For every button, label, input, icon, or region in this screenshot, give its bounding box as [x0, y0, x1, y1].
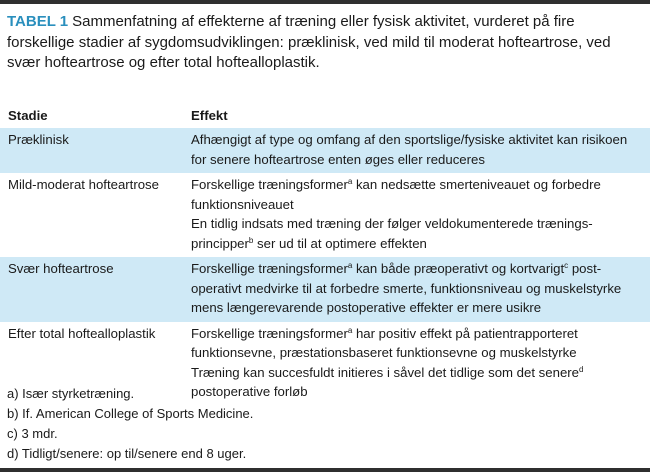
- effect-text: Forskellige træningsformer: [191, 177, 348, 192]
- effect-cell: [183, 173, 650, 257]
- effect-line: [191, 259, 642, 318]
- header-row: [0, 103, 650, 128]
- caption-text: Sammenfatning af effekterne af træning eller fysisk aktivitet, vurderet på fire forskellige stadier af sygdomsudviklingen: præklinisk, ved mild til moderat hofteartrose, ved svær hofteartrose og efter total hoftealloplastik.: [7, 13, 611, 71]
- effect-text: En tidlig indsats med træning der følger veldokumenterede trænings-principper: [191, 216, 593, 251]
- footnote: c) 3 mdr.: [7, 426, 58, 441]
- effect-text: Forskellige træningsformer: [191, 261, 348, 276]
- footnote-ref: a: [347, 261, 353, 270]
- effect-text: post-operativt medvirke til at forbedre smerte, funktionsniveau og muskelstyrke mens længerevarende postoperative effekter er mere usikre: [191, 261, 622, 315]
- effect-text: ser ud til at optimere effekten: [253, 235, 427, 251]
- bottom-rule: [0, 468, 650, 472]
- effects-table: [0, 103, 650, 406]
- footnote: a) Især styrketræning.: [7, 386, 135, 401]
- effect-line: Afhængigt af type og omfang af den sportslige/fysiske aktivitet kan risikoen for senere hofteartrose enten øges eller reduceres: [191, 132, 628, 167]
- header-stage: Stadie: [0, 103, 183, 128]
- effect-text: Forskellige træningsformer: [191, 325, 348, 341]
- stage-cell: Efter total hoftealloplastik: [0, 322, 183, 406]
- footnote-ref: c: [564, 261, 569, 270]
- footnote: d) Tidligt/senere: op til/senere end 8 uger.: [7, 446, 247, 461]
- stage-cell: Mild-moderat hofteartrose: [0, 173, 183, 257]
- stage-cell: Præklinisk: [0, 128, 183, 173]
- top-rule: [0, 0, 650, 4]
- effect-line: [191, 175, 642, 214]
- footnote-ref: d: [579, 364, 584, 374]
- effect-cell: [183, 257, 650, 322]
- effect-text: postoperative forløb: [191, 384, 308, 399]
- footnote-ref: a: [347, 325, 353, 335]
- table-row: [0, 173, 650, 257]
- stage-cell: Svær hofteartrose: [0, 257, 183, 322]
- effect-text: Træning kan succesfuldt initieres i såvel det tidlige som det senere: [191, 364, 580, 380]
- effect-line: [191, 214, 642, 253]
- effect-cell: [183, 128, 650, 173]
- effect-text: har positiv effekt på patientrapporteret funktionsevne, præstationsbaseret funktionsevne og muskelstyrke: [191, 325, 578, 360]
- footnote: b) If. American College of Sports Medicine.: [7, 406, 254, 421]
- footnotes: [7, 384, 643, 464]
- effect-text: kan nedsætte smerteniveauet og forbedre funktionsniveauet: [191, 177, 601, 212]
- effect-line: [191, 324, 642, 363]
- table-label: TABEL 1: [7, 13, 69, 30]
- table-caption: [7, 12, 643, 74]
- header-effect: Effekt: [183, 103, 650, 128]
- table-row: [0, 128, 650, 173]
- effect-text: kan både præoperativt og kortvarigt: [352, 261, 565, 276]
- table-row: [0, 257, 650, 322]
- footnote-ref: a: [347, 177, 353, 186]
- footnote-ref: b: [248, 235, 254, 245]
